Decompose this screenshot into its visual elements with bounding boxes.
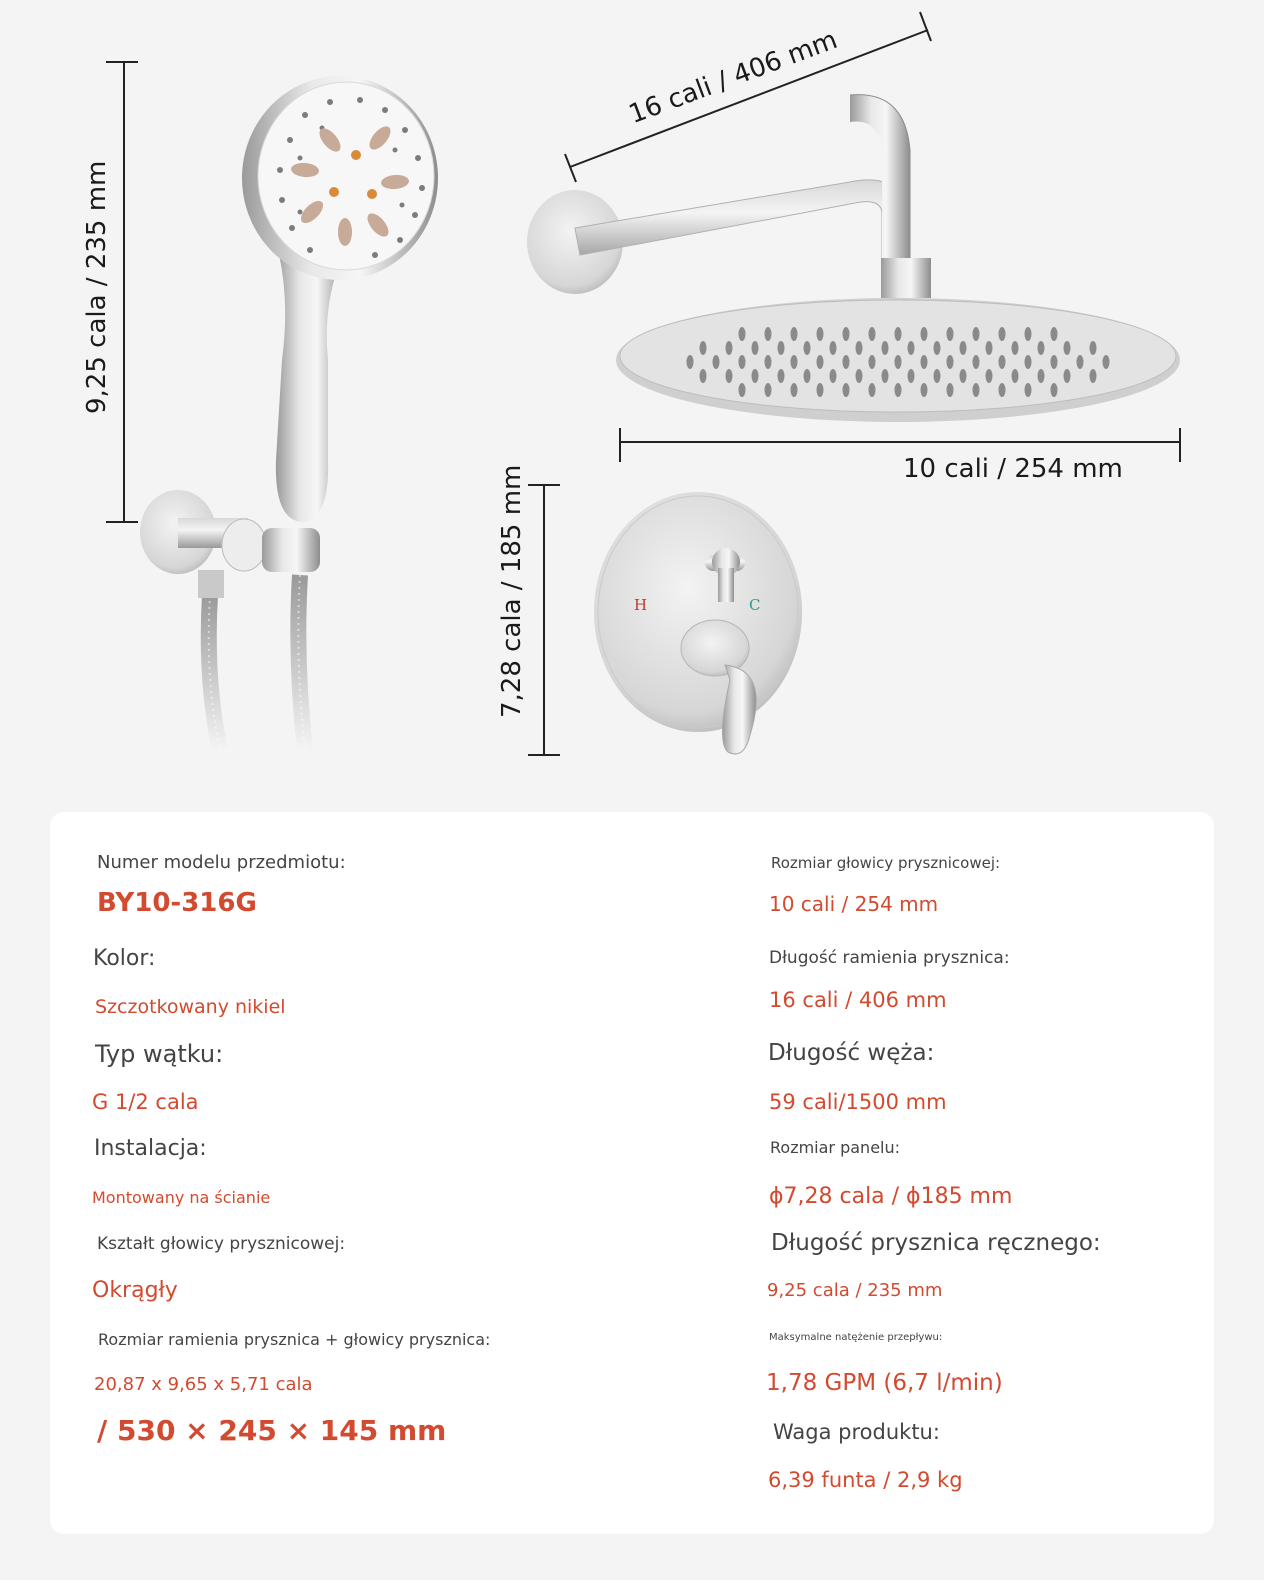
- handheld-length-label: 9,25 cala / 235 mm: [82, 160, 112, 414]
- hose-length-label: Długość węża:: [768, 1040, 935, 1066]
- handheld-length-spec-value: 9,25 cala / 235 mm: [767, 1280, 943, 1301]
- nozzle: [752, 341, 759, 355]
- model-number-label: Numer modelu przedmiotu:: [97, 852, 346, 873]
- nozzle: [895, 383, 902, 397]
- color-value: Szczotkowany nikiel: [95, 996, 286, 1018]
- model-number-value: BY10-316G: [97, 888, 257, 918]
- nozzle: [1090, 341, 1097, 355]
- nozzle: [1025, 327, 1032, 341]
- nozzle: [986, 369, 993, 383]
- nozzle: [869, 327, 876, 341]
- nozzle: [752, 369, 759, 383]
- nozzle: [1064, 369, 1071, 383]
- handheld-handle: [276, 250, 345, 522]
- color-label: Kolor:: [93, 946, 156, 971]
- hose-length-value: 59 cali/1500 mm: [769, 1090, 947, 1114]
- arm-head-size-label: Rozmiar ramienia prysznica + głowicy prysznica:: [98, 1330, 491, 1349]
- nozzle: [1025, 383, 1032, 397]
- nozzle: [791, 327, 798, 341]
- nozzle: [830, 369, 837, 383]
- nozzle: [1064, 341, 1071, 355]
- nozzle: [843, 355, 850, 369]
- head-shape-value: Okrągły: [92, 1278, 178, 1303]
- nozzle: [726, 369, 733, 383]
- nozzle: [817, 327, 824, 341]
- hose: [209, 575, 305, 750]
- nozzle: [934, 341, 941, 355]
- nozzle: [999, 383, 1006, 397]
- nozzle: [843, 383, 850, 397]
- nozzle: [1012, 341, 1019, 355]
- nozzle: [973, 383, 980, 397]
- nozzle: [843, 327, 850, 341]
- valve-panel: [594, 492, 802, 754]
- thread-type-value: G 1/2 cala: [92, 1090, 199, 1114]
- nozzle: [765, 383, 772, 397]
- nozzle: [895, 327, 902, 341]
- arm-length-spec-label: Długość ramienia prysznica:: [769, 948, 1010, 968]
- arm-head-size-inches: 20,87 x 9,65 x 5,71 cala: [94, 1374, 313, 1395]
- nozzle: [869, 355, 876, 369]
- nozzle: [869, 383, 876, 397]
- nozzle: [791, 383, 798, 397]
- panel-diameter-label: 7,28 cala / 185 mm: [497, 464, 527, 718]
- nozzle: [700, 369, 707, 383]
- nozzle: [947, 355, 954, 369]
- nozzle: [700, 341, 707, 355]
- max-flow-label: Maksymalne natężenie przepływu:: [769, 1332, 943, 1343]
- nozzle: [726, 341, 733, 355]
- nozzle: [687, 355, 694, 369]
- nozzle: [804, 369, 811, 383]
- arm-length-label: 16 cali / 406 mm: [625, 25, 842, 131]
- nozzle: [1051, 327, 1058, 341]
- nozzle: [765, 327, 772, 341]
- nozzle: [713, 355, 720, 369]
- nozzle: [765, 355, 772, 369]
- nozzle: [999, 327, 1006, 341]
- shower-arm: [527, 95, 931, 298]
- nozzle: [817, 383, 824, 397]
- nozzle: [960, 341, 967, 355]
- nozzle: [739, 383, 746, 397]
- nozzle: [1077, 355, 1084, 369]
- thread-type-label: Typ wątku:: [95, 1040, 224, 1068]
- nozzle: [804, 341, 811, 355]
- nozzle: [960, 369, 967, 383]
- nozzle: [882, 341, 889, 355]
- nozzle: [921, 355, 928, 369]
- nozzle: [778, 341, 785, 355]
- nozzle: [986, 341, 993, 355]
- nozzle: [1051, 355, 1058, 369]
- nozzle: [1038, 341, 1045, 355]
- nozzle: [947, 383, 954, 397]
- nozzle: [934, 369, 941, 383]
- nozzle: [778, 369, 785, 383]
- handheld-length-spec-label: Długość prysznica ręcznego:: [771, 1230, 1101, 1256]
- nozzle: [973, 327, 980, 341]
- nozzle: [1090, 369, 1097, 383]
- head-diameter-label: 10 cali / 254 mm: [903, 454, 1123, 484]
- nozzle: [947, 327, 954, 341]
- nozzle: [1038, 369, 1045, 383]
- arm-length-spec-value: 16 cali / 406 mm: [769, 988, 947, 1012]
- nozzle: [908, 341, 915, 355]
- nozzle: [817, 355, 824, 369]
- nozzle: [739, 355, 746, 369]
- head-size-value: 10 cali / 254 mm: [769, 892, 939, 916]
- nozzle: [1051, 383, 1058, 397]
- rain-shower-head: [616, 298, 1180, 422]
- weight-label: Waga produktu:: [773, 1420, 940, 1444]
- nozzle: [908, 369, 915, 383]
- nozzle: [1025, 355, 1032, 369]
- head-size-label: Rozmiar głowicy prysznicowej:: [771, 854, 1001, 872]
- panel-dimension-line: [528, 485, 560, 755]
- nozzle: [830, 341, 837, 355]
- nozzle: [856, 369, 863, 383]
- arm-head-size-mm: / 530 × 245 × 145 mm: [97, 1414, 447, 1447]
- max-flow-value: 1,78 GPM (6,7 l/min): [766, 1370, 1003, 1396]
- nozzle: [791, 355, 798, 369]
- nozzle: [882, 369, 889, 383]
- nozzle: [895, 355, 902, 369]
- nozzle: [999, 355, 1006, 369]
- nozzle: [856, 341, 863, 355]
- handheld-head: [242, 76, 438, 280]
- panel-size-label: Rozmiar panelu:: [770, 1138, 901, 1157]
- nozzle: [1103, 355, 1110, 369]
- installation-value: Montowany na ścianie: [92, 1188, 271, 1207]
- weight-value: 6,39 funta / 2,9 kg: [768, 1468, 963, 1492]
- valve-cold-label: C: [749, 596, 761, 614]
- nozzle: [921, 383, 928, 397]
- valve-hot-label: H: [634, 596, 648, 614]
- nozzle: [1012, 369, 1019, 383]
- panel-size-value: ϕ7,28 cala / ϕ185 mm: [769, 1184, 1013, 1209]
- head-shape-label: Kształt głowicy prysznicowej:: [97, 1234, 346, 1254]
- specifications-card: [50, 812, 1214, 1534]
- nozzle: [921, 327, 928, 341]
- installation-label: Instalacja:: [94, 1136, 207, 1161]
- nozzle: [973, 355, 980, 369]
- nozzle: [739, 327, 746, 341]
